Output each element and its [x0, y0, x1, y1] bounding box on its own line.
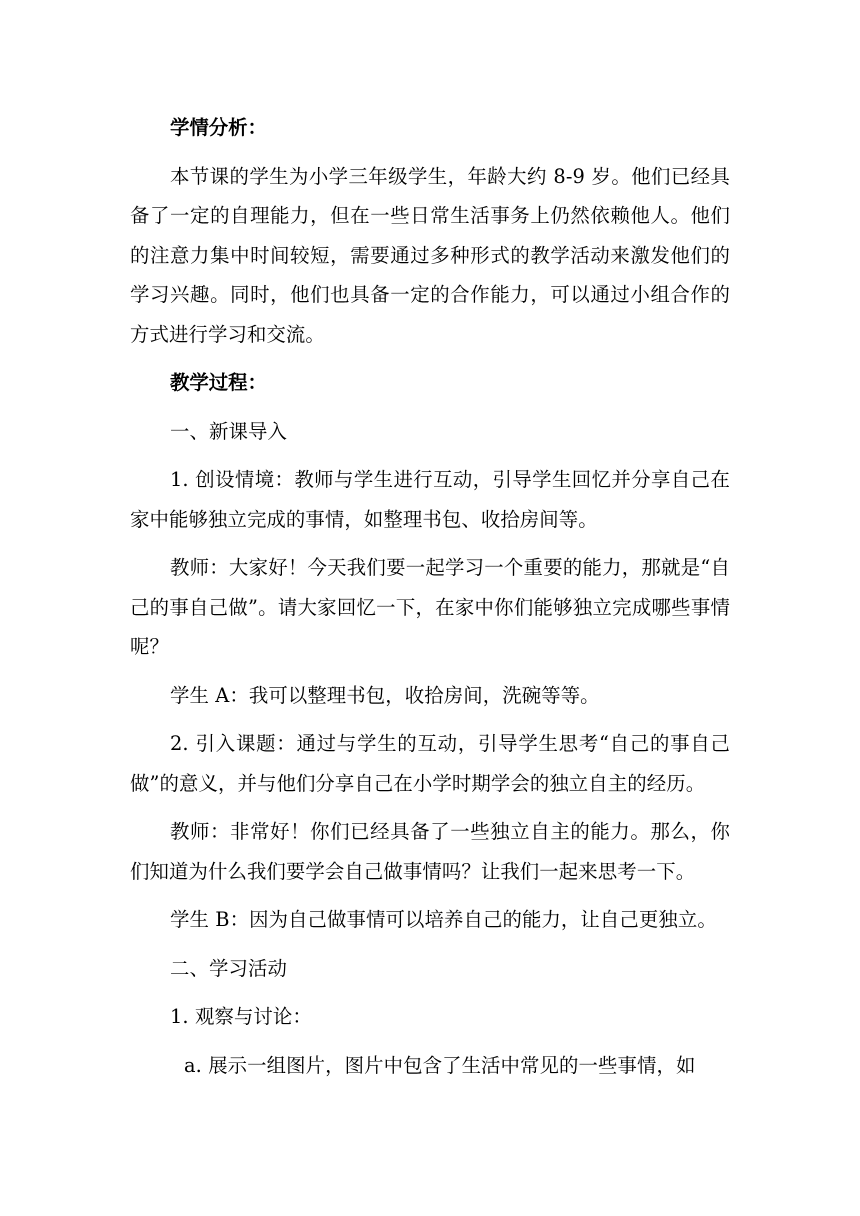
teacher-dialogue-2: 教师：非常好！你们已经具备了一些独立自主的能力。那么，你们知道为什么我们要学会自己做事情吗？让我们一起来思考一下。: [130, 820, 730, 883]
teacher-dialogue-1: 教师：大家好！今天我们要一起学习一个重要的能力，那就是“自己的事自己做”。请大家回忆一下，在家中你们能够独立完成哪些事情呢？: [130, 556, 730, 658]
part1-title: 一、新课导入: [170, 419, 287, 443]
student-a-dialogue: 学生 A：我可以整理书包，收拾房间，洗碗等等。: [170, 683, 600, 707]
student-b-dialogue: 学生 B：因为自己做事情可以培养自己的能力，让自己更独立。: [170, 908, 717, 931]
section-heading-teaching-process: 教学过程：: [170, 371, 267, 394]
student-analysis-paragraph: 本节课的学生为小学三年级学生，年龄大约 8-9 岁。他们已经具备了一定的自理能力，但在一些日常生活事务上仍然依赖他人。他们的注意力集中时间较短，需要通过多种形式的教学活动来激发他们的学习兴趣。同时，他们也具备一定的合作能力，可以通过小组合作的方式进行学习和交流。: [130, 164, 730, 346]
activity1-item-a: a. 展示一组图片，图片中包含了生活中常见的一些事情，如: [184, 1053, 696, 1077]
step1-paragraph: 1. 创设情境：教师与学生进行互动，引导学生回忆并分享自己在家中能够独立完成的事情，如整理书包、收拾房间等。: [130, 468, 730, 531]
document-page: [130, 108, 730, 1094]
part2-title: 二、学习活动: [170, 956, 287, 980]
step2-paragraph: 2. 引入课题：通过与学生的互动，引导学生思考“自己的事自己做”的意义，并与他们分享自己在小学时期学会的独立自主的经历。: [130, 732, 730, 795]
activity1-title: 1. 观察与讨论：: [170, 1005, 312, 1028]
section-heading-student-analysis: 学情分析：: [170, 116, 267, 139]
